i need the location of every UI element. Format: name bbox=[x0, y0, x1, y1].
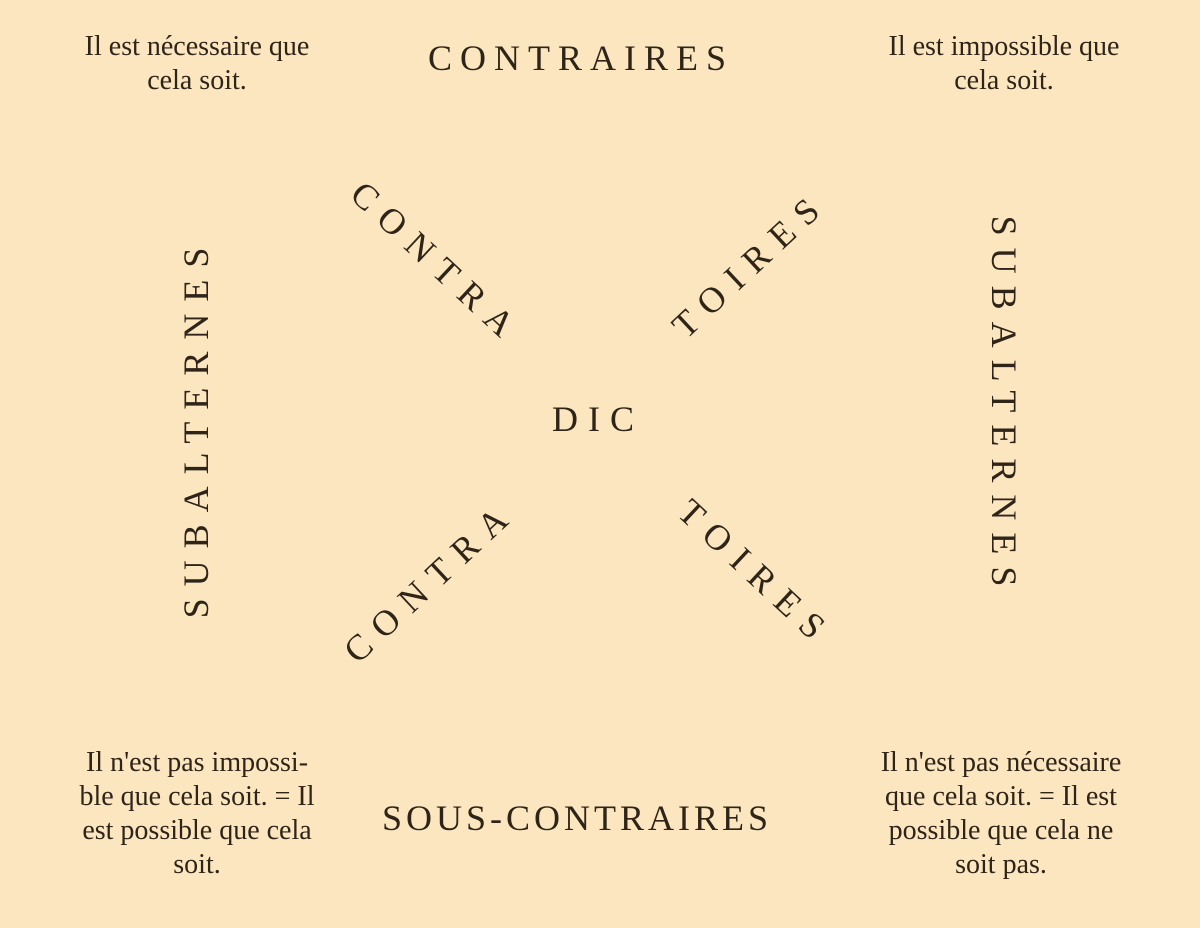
relation-dic-center-label: DIC bbox=[552, 399, 644, 439]
diagonal-toires-bottom-label: TOIRES bbox=[670, 491, 842, 655]
diagonal-contra-bottom-label: CONTRA bbox=[335, 491, 525, 671]
proposition-necessary: Il est nécessaire que cela soit. bbox=[84, 31, 310, 96]
proposition-possible: Il n'est pas impossi- ble que cela soit. = Il est possible que cela soit. bbox=[79, 747, 315, 880]
proposition-impossible: Il est impossible que cela soit. bbox=[888, 31, 1120, 96]
relation-subalternes-right-label: SUBALTERNES bbox=[984, 215, 1024, 599]
diagonal-toires-top-label: TOIRES bbox=[664, 182, 836, 346]
relation-sous-contraires-label: SOUS-CONTRAIRES bbox=[382, 798, 773, 838]
diagonal-contra-top-label: CONTRA bbox=[342, 173, 532, 353]
relation-contraires-label: CONTRAIRES bbox=[428, 38, 735, 78]
relation-subalternes-left-label: SUBALTERNES bbox=[176, 235, 216, 619]
proposition-not-necessary: Il n'est pas nécessaire que cela soit. = Il est possible que cela ne soit pas. bbox=[880, 747, 1122, 880]
